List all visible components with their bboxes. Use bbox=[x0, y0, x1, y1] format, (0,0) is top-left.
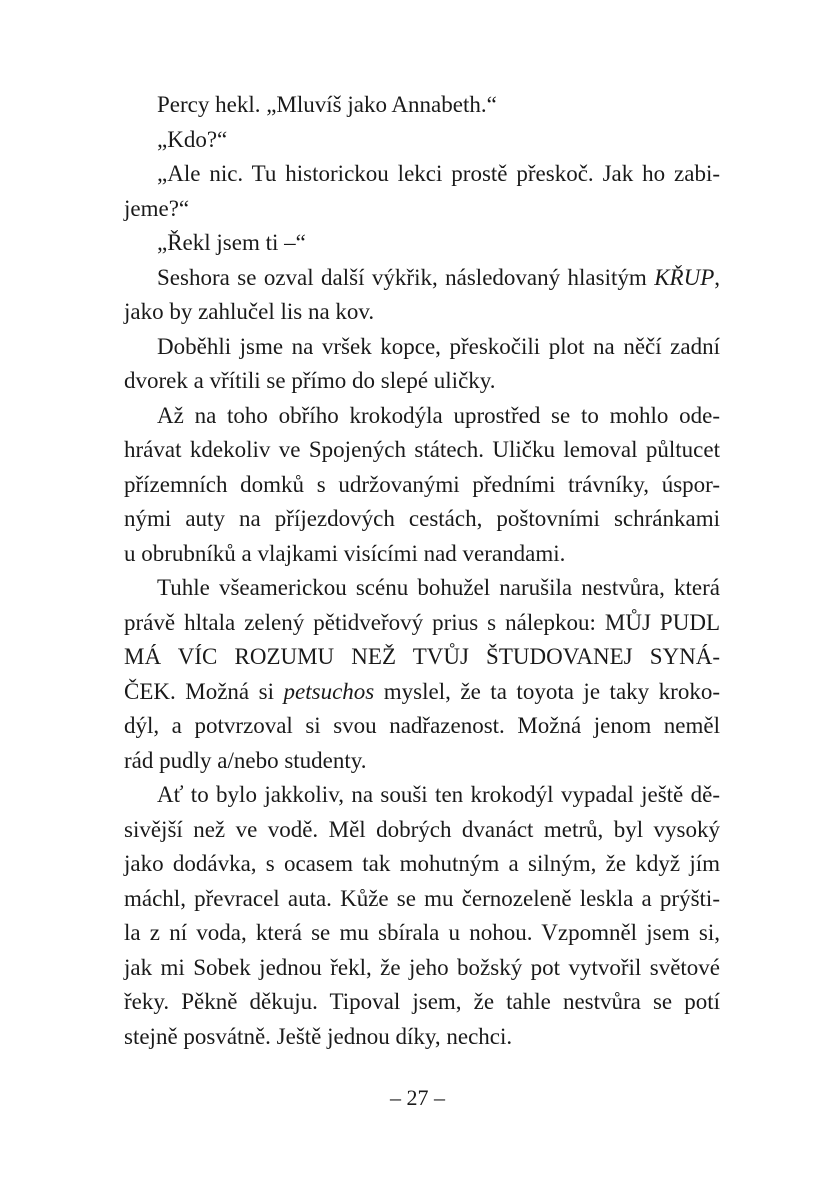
text-line-content: rád pudly a/nebo studenty. bbox=[124, 747, 367, 773]
text-line-content: jako by zahlučel lis na kov. bbox=[124, 299, 375, 324]
text-line bbox=[124, 399, 720, 434]
text-line-content: sivější než ve vodě. Měl dobrých dvanáct metrů, byl vysoký bbox=[124, 816, 720, 842]
text-line-content: řeky. Pěkně děkuju. Tipoval jsem, že tahle nestvůra se potí bbox=[124, 989, 720, 1014]
text-line bbox=[124, 364, 720, 399]
italic-word: petsuchos bbox=[283, 678, 375, 704]
text-line-content: dýl, a potvrzoval si svou nadřazenost. Možná jenom neměl bbox=[124, 713, 720, 738]
text-line-content: Seshora se ozval další výkřik, následovaný hlasitým bbox=[157, 264, 655, 290]
text-line bbox=[124, 951, 720, 986]
text-line-continuation: myslel, že ta toyota je taky kroko- bbox=[374, 678, 720, 704]
text-line-content: la z ní voda, která se mu sbírala u nohou. Vzpomněl jsem si, bbox=[124, 920, 720, 945]
text-line bbox=[124, 709, 720, 744]
text-line bbox=[124, 813, 720, 848]
text-line bbox=[124, 157, 720, 192]
text-line-content: Až na toho obřího krokodýla uprostřed se to mohlo ode- bbox=[157, 402, 720, 428]
text-line-content: „Kdo?“ bbox=[157, 126, 228, 152]
text-line bbox=[124, 985, 720, 1020]
text-line bbox=[124, 882, 720, 917]
text-line-content: právě hltala zelený pětidveřový prius s nálepkou: MŮJ PUDL bbox=[124, 609, 720, 635]
text-line-content: jeme?“ bbox=[124, 195, 190, 221]
text-line bbox=[124, 640, 720, 675]
text-line bbox=[124, 123, 720, 158]
text-line-content: ČEK. Možná si bbox=[124, 678, 284, 704]
text-line bbox=[124, 261, 720, 296]
text-line bbox=[124, 226, 720, 261]
text-line-content: jak mi Sobek jednou řekl, že jeho božský pot vytvořil světové bbox=[124, 954, 720, 980]
text-line-content: Doběhli jsme na vršek kopce, přeskočili plot na něčí zadní bbox=[157, 333, 720, 359]
text-line-content: „Ale nic. Tu historickou lekci prostě přeskoč. Jak ho zabi- bbox=[157, 161, 720, 186]
text-line-content: hrávat kdekoliv ve Spojených státech. Uličku lemoval půltucet bbox=[124, 437, 720, 462]
text-line-content: máchl, převracel auta. Kůže se mu černozeleně leskla a prýšti- bbox=[124, 885, 720, 911]
text-line bbox=[124, 744, 720, 779]
text-line-content: stejně posvátně. Ještě jednou díky, nechci. bbox=[124, 1023, 513, 1049]
text-line-content: „Řekl jsem ti –“ bbox=[157, 230, 306, 255]
text-line-content: Ať to bylo jakkoliv, na souši ten krokodýl vypadal ještě dě- bbox=[157, 782, 720, 807]
text-line-content: u obrubníků a vlajkami visícími nad verandami. bbox=[124, 540, 566, 566]
text-line bbox=[124, 606, 720, 641]
text-line bbox=[124, 295, 720, 330]
text-line-content: Percy hekl. „Mluvíš jako Annabeth.“ bbox=[157, 92, 497, 117]
text-line-continuation: , bbox=[714, 264, 720, 290]
text-line bbox=[124, 1020, 720, 1055]
text-line-content: nými auty na příjezdových cestách, poštovními schránkami bbox=[124, 506, 720, 531]
body-text bbox=[124, 88, 720, 1054]
text-line bbox=[124, 433, 720, 468]
text-line bbox=[124, 537, 720, 572]
italic-word: KŘUP bbox=[654, 264, 715, 290]
text-line bbox=[124, 468, 720, 503]
text-line-content: jako dodávka, s ocasem tak mohutným a silným, že když jím bbox=[124, 851, 720, 876]
text-line-content: přízemních domků s udržovanými předními trávníky, úspor- bbox=[124, 471, 720, 497]
text-line bbox=[124, 916, 720, 951]
page-number: – 27 – bbox=[390, 1085, 445, 1110]
text-line-content: MÁ VÍC ROZUMU NEŽ TVŮJ ŠTUDOVANEJ SYNÁ- bbox=[124, 644, 720, 669]
text-line-content: dvorek a vřítili se přímo do slepé uličky. bbox=[124, 368, 496, 393]
text-line bbox=[124, 847, 720, 882]
text-line-content: Tuhle všeamerickou scénu bohužel narušila nestvůra, která bbox=[157, 575, 720, 600]
text-line bbox=[124, 571, 720, 606]
text-line bbox=[124, 88, 720, 123]
text-line bbox=[124, 192, 720, 227]
text-line bbox=[124, 502, 720, 537]
text-line bbox=[124, 778, 720, 813]
text-line bbox=[124, 330, 720, 365]
text-line bbox=[124, 675, 720, 710]
